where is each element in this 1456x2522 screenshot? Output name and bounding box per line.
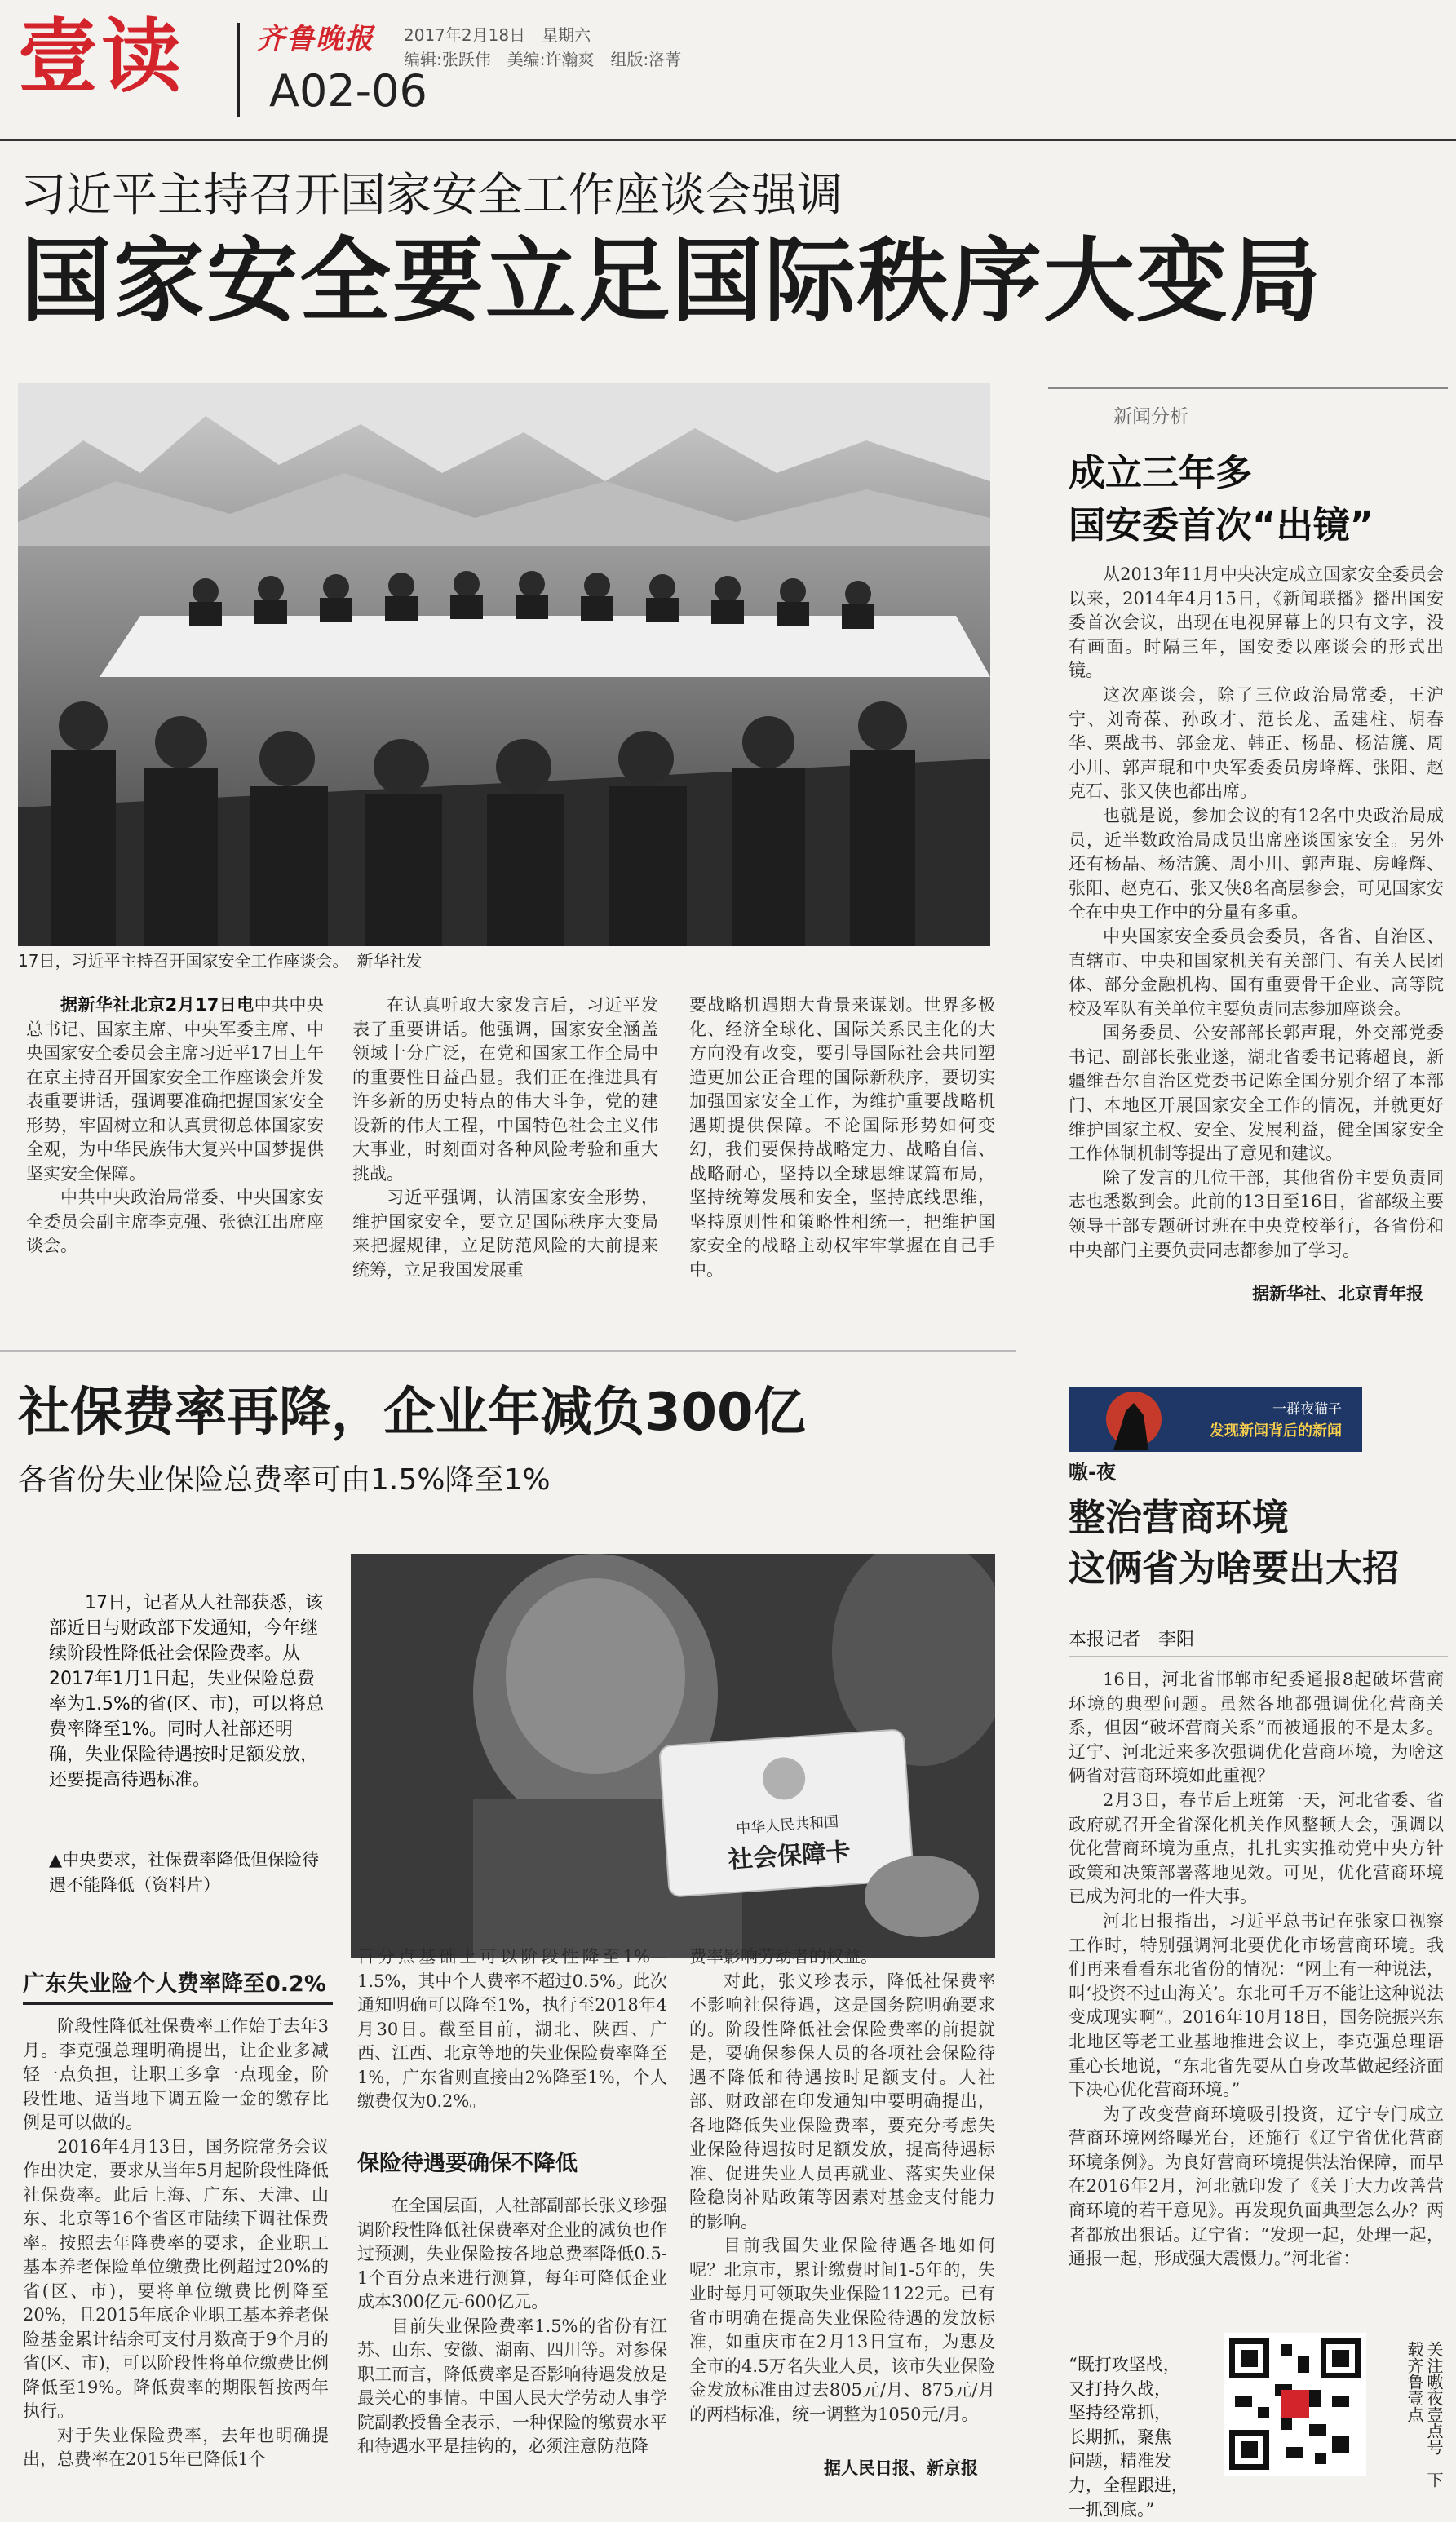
meeting-photo-caption: 17日，习近平主持召开国家安全工作座谈会。 新华社发 (18, 951, 423, 971)
paragraph: 也就是说，参加会议的有12名中央政治局成员，近半数政治局成员出席座谈国家安全。另外还有杨晶、杨洁篪、周小川、郭声琨、房峰辉、张阳、赵克石、张又侠8名高层参会，可见国家安全在中央工作中的分量有多重。 (1069, 805, 1444, 923)
analysis-title (1069, 447, 1374, 551)
paragraph: 目前我国失业保险待遇各地如何呢？北京市，累计缴费时间1-5年的，失业时每月可领取失业保险1122元。已有省市明确在提高失业保险待遇的发放标准，如重庆市在2月13日宣布，为惠及全市的4.5万名失业人员，该市失业保险金发放标准由过去805元/月、875元/月的两档标准，统一调整为1050元/月。 (689, 2236, 995, 2424)
paragraph: 在认真听取大家发言后，习近平发表了重要讲话。他强调，国家安全涵盖领域十分广泛，在党和国家工作全局中的重要性日益凸显。我们正在推进具有许多新的历史特点的伟大斗争，党的建设新的伟大工程，中国特色社会主义伟大事业，时刻面对各种风险考验和重大挑战。 (352, 995, 658, 1184)
paragraph: 要战略机遇期大背景来谋划。世界多极化、经济全球化、国际关系民主化的大方向没有改变，要引导国际社会共同塑造更加公正合理的国际新秩序，要切实加强国家安全工作，为维护重要战略机遇期提供保障。不论国际形势如何变幻，我们要保持战略定力、战略自信、战略耐心，坚持以全球思维谋篇布局，坚持统筹发展和安全，坚持底线思维，坚持原则性和策略性相统一，把维护国家安全的战略主动权牢牢掌握在自己手中。 (689, 995, 995, 1280)
social-title: 社保费率再降，企业年减负300亿 (18, 1383, 806, 1443)
qr-code-icon[interactable] (1224, 2333, 1366, 2476)
quote-line: 问题，精准发 (1069, 2451, 1171, 2471)
analysis-rule (1048, 387, 1448, 389)
quote-line: “既打攻坚战， (1069, 2355, 1180, 2374)
banner-text-2: 发现新闻背后的新闻 (1210, 1422, 1342, 1440)
paragraph: 阶段性降低社保费率工作始于去年3月。李克强总理明确提出，让企业多减轻一点负担，让职工多拿一点现金，阶段性地、适当地下调五险一金的缴存比例是可以做的。 (23, 2016, 329, 2132)
paragraph: 从2013年11月中央决定成立国家安全委员会以来，2014年4月15日，《新闻联播》播出国安委首次会议，出现在电视屏幕上的只有文字，没有画面。时隔三年，国安委以座谈会的形式出镜。 (1069, 564, 1444, 681)
masthead-page-number: A02-06 (269, 65, 427, 117)
paragraph: 除了发言的几位干部，其他省份主要负责同志也悉数到会。此前的13日至16日，省部级主要领导干部专题研讨班在中央党校举行，各省份和中央部门主要负责同志都参加了学习。 (1069, 1167, 1444, 1260)
paragraph: 河北日报指出，习近平总书记在张家口视察工作时，特别强调河北要优化市场营商环境。我们再来看看东北省份的情况：“网上有一种说法，叫‘投资不过山海关’。东北可千万不能让这种说法变成现实啊”。2016年10月18日，国务院振兴东北地区等老工业基地推进会议上，李克强总理语重心长地说，“东北省先要从自身改革做起经济面下决心优化营商环境。” (1069, 1910, 1444, 2100)
masthead-date: 2017年2月18日 星期六 (404, 25, 591, 45)
masthead-paper-name: 齐鲁晚报 (257, 23, 374, 55)
night-title-line-2: 这俩省为啥要出大招 (1069, 1546, 1400, 1590)
quote-line: 长期抓，聚焦 (1069, 2427, 1171, 2447)
qr-code-text: 关注嗷夜壹点号 下载齐鲁壹点 (1405, 2341, 1444, 2488)
dateline: 据新华社北京2月17日电 (60, 995, 254, 1015)
analysis-label: 新闻分析 (1113, 406, 1188, 427)
paragraph: 这次座谈会，除了三位政治局常委，王沪宁、刘奇葆、孙政才、范长龙、孟建柱、胡春华、栗战书、郭金龙、韩正、杨晶、杨洁篪、周小川、郭声琨和中央军委委员房峰辉、张阳、赵克石、张又侠也都出席。 (1069, 684, 1444, 802)
analysis-body (1069, 563, 1444, 1263)
analysis-source: 据新华社、北京青年报 (1252, 1283, 1423, 1303)
masthead-divider (237, 23, 240, 117)
paragraph: 习近平强调，认清国家安全形势，维护国家安全，要立足国际秩序大变局来把握规律，立足防范风险的大前提来统筹，立足我国发展重 (352, 1188, 658, 1280)
social-photo-caption: ▲中央要求，社保费率降低但保险待遇不能降低（资料片） (49, 1850, 320, 1895)
paragraph: 对于失业保险费率，去年也明确提出，总费率在2015年已降低1个 (23, 2425, 329, 2469)
social-column-2b (357, 2194, 667, 2459)
quote-line: 又打持久战， (1069, 2378, 1171, 2399)
night-column-label: 嗷-夜 (1069, 1461, 1116, 1484)
paragraph: 对此，张义珍表示，降低社保费率不影响社保待遇，这是国务院明确要求的。阶段性降低社会保险费率的前提就是，要确保参保人员的各项社会保险待遇不降低和待遇按时足额支付。人社部、财政部在印发通知中要明确提出，各地降低失业保险费率，要充分考虑失业保险待遇按时足额发放，提高待遇标准、促进失业人员再就业、落实失业保险稳岗补贴政策等因素对基金支付能力的影响。 (689, 1971, 995, 2232)
social-source: 据人民日报、新京报 (824, 2458, 978, 2478)
paragraph: 2月3日，春节后上班第一天，河北省委、省政府就召开全省深化机关作风整顿大会，强调以优化营商环境为重点，扎扎实实推动党中央方针政策和决策部署落地见效。可见，优化营商环境已成为河北的一件大事。 (1069, 1790, 1444, 1907)
night-column-banner (1069, 1387, 1362, 1452)
social-column-1 (23, 2015, 329, 2472)
paragraph: 中央国家安全委员会委员，各省、自治区、直辖市、中央和国家机关有关部门、有关人民团体、部分金融机构、国有重要骨干企业、高等院校及军队有关单位主要负责同志参加座谈会。 (1069, 926, 1444, 1019)
paragraph: 百分点基础上可以阶段性降至1%—1.5%，其中个人费率不超过0.5%。此次通知明确可以降至1%，执行至2018年4月30日。截至目前，湖北、陕西、广西、江西、北京等地的失业保险费率降至1%，广东省则直接由2%降至1%，个人缴费仅为0.2%。 (357, 1947, 667, 2111)
paragraph: 2016年4月13日，国务院常务会议作出决定，要求从当年5月起阶段性降低社保费率。此后上海、广东、天津、山东、北京等16个省区市陆续下调社保费率。按照去年降费率的要求，企业职工基本养老保险单位缴费比例超过20%的省(区、市)，要将单位缴费比例降至20%，且2015年底企业职工基本养老保险基金累计结余可支付月数高于9个月的省(区、市)，可以阶段性将单位缴费比例降低至19%。降低费率的期限暂按两年执行。 (23, 2136, 329, 2421)
masthead-rule (0, 139, 1456, 141)
night-quote (1069, 2353, 1215, 2522)
masthead-meta (404, 23, 681, 72)
night-body (1069, 1668, 1444, 2272)
social-column-2 (357, 1945, 667, 2114)
night-title (1069, 1493, 1399, 1594)
top-story-column-2 (352, 993, 658, 1282)
masthead-brand: 壹读 (18, 10, 185, 104)
paragraph: 16日，河北省邯郸市纪委通报8起破坏营商环境的典型问题。虽然各地都强调优化营商关系，但因“破坏营商关系”而被通报的不是太多。辽宁、河北近来多次强调优化营商环境，为啥这俩省对营商环境如此重视？ (1069, 1670, 1444, 1786)
social-subhead-a: 广东失业险个人费率降至0.2% (23, 1971, 326, 1997)
top-story-subtitle: 习近平主持召开国家安全工作座谈会强调 (20, 169, 843, 222)
banner-text-1: 一群夜猫子 (1272, 1401, 1342, 1418)
quote-line: 一抓到底。” (1069, 2499, 1155, 2520)
meeting-photo (18, 383, 990, 946)
night-reporter: 本报记者 李阳 (1069, 1630, 1195, 1650)
paragraph: 费率影响劳动者的权益。 (689, 1947, 878, 1967)
section-divider (0, 1350, 1016, 1352)
social-lead: 17日，记者从人社部获悉，该部近日与财政部下发通知，今年继续阶段性降低社会保险费率。从2017年1月1日起，失业保险总费率为1.5%的省(区、市)，可以将总费率降至1%。同时人社部还明确，失业保险待遇按时足额发放，还要提高待遇标准。 (49, 1593, 325, 1790)
social-subhead-b: 保险待遇要确保不降低 (357, 2151, 578, 2176)
top-story-column-1 (26, 993, 324, 1259)
card-line-2: 社会保障卡 (727, 1838, 852, 1875)
card-line-1: 中华人民共和国 (735, 1812, 839, 1838)
analysis-title-line-1: 成立三年多 (1069, 451, 1253, 494)
social-subtitle: 各省份失业保险总费率可由1.5%降至1% (18, 1463, 551, 1497)
night-rule (1069, 1656, 1448, 1657)
analysis-title-line-2: 国安委首次“出镜” (1069, 503, 1374, 546)
paragraph: 在全国层面，人社部副部长张义珍强调阶段性降低社保费率对企业的减负也作过预测，失业保险按各地总费率降低0.5-1个百分点来进行测算，每年可降低企业成本300亿元-600亿元。 (357, 2196, 667, 2312)
night-title-line-1: 整治营商环境 (1069, 1496, 1290, 1539)
paragraph: 目前失业保险费率1.5%的省份有江苏、山东、安徽、湖南、四川等。对参保职工而言，降低费率是否影响待遇发放是最关心的事情。中国人民大学劳动人事学院副教授鲁全表示，一种保险的缴费水平和待遇水平是挂钩的，必须注意防范降 (357, 2316, 667, 2456)
paragraph: 中共中央总书记、国家主席、中央军委主席、中央国家安全委员会主席习近平17日上午在京主持召开国家安全工作座谈会并发表重要讲话，强调要准确把握国家安全形势，牢固树立和认真贯彻总体国家安全观，为中华民族伟大复兴中国梦提供坚实安全保障。 (26, 995, 324, 1184)
quote-line: 坚持经常抓， (1069, 2403, 1171, 2423)
quote-line: 力，全程跟进， (1069, 2475, 1188, 2495)
top-story-title: 国家安全要立足国际秩序大变局 (20, 228, 1322, 334)
social-security-card-photo (351, 1554, 995, 1958)
paragraph: 为了改变营商环境吸引投资，辽宁专门成立营商环境网络曝光台，还施行《辽宁省优化营商环境条例》。为良好营商环境提供法治保障，而早在2016年2月，河北就印发了《关于大力改善营商环境的若干意见》。再发现负面典型怎么办？两者都放出狠话。辽宁省：“发现一起，处理一起，通报一起，形成强大震慑力。”河北省： (1069, 2104, 1444, 2269)
subhead-underline (23, 2002, 333, 2005)
top-story-column-3 (689, 993, 995, 1282)
social-column-3 (689, 1945, 995, 2427)
masthead-editors: 编辑:张跃伟 美编:许瀚爽 组版:洛菁 (404, 50, 682, 69)
paragraph: 国务委员、公安部部长郭声琨，外交部党委书记、副部长张业遂，湖北省委书记蒋超良，新疆维吾尔自治区党委书记陈全国分别介绍了本部门、本地区开展国家安全工作的情况，并就更好维护国家主权、安全、发展利益，健全国家安全工作体制机制等提出了意见和建议。 (1069, 1023, 1444, 1164)
paragraph: 中共中央政治局常委、中央国家安全委员会副主席李克强、张德江出席座谈会。 (26, 1188, 324, 1255)
